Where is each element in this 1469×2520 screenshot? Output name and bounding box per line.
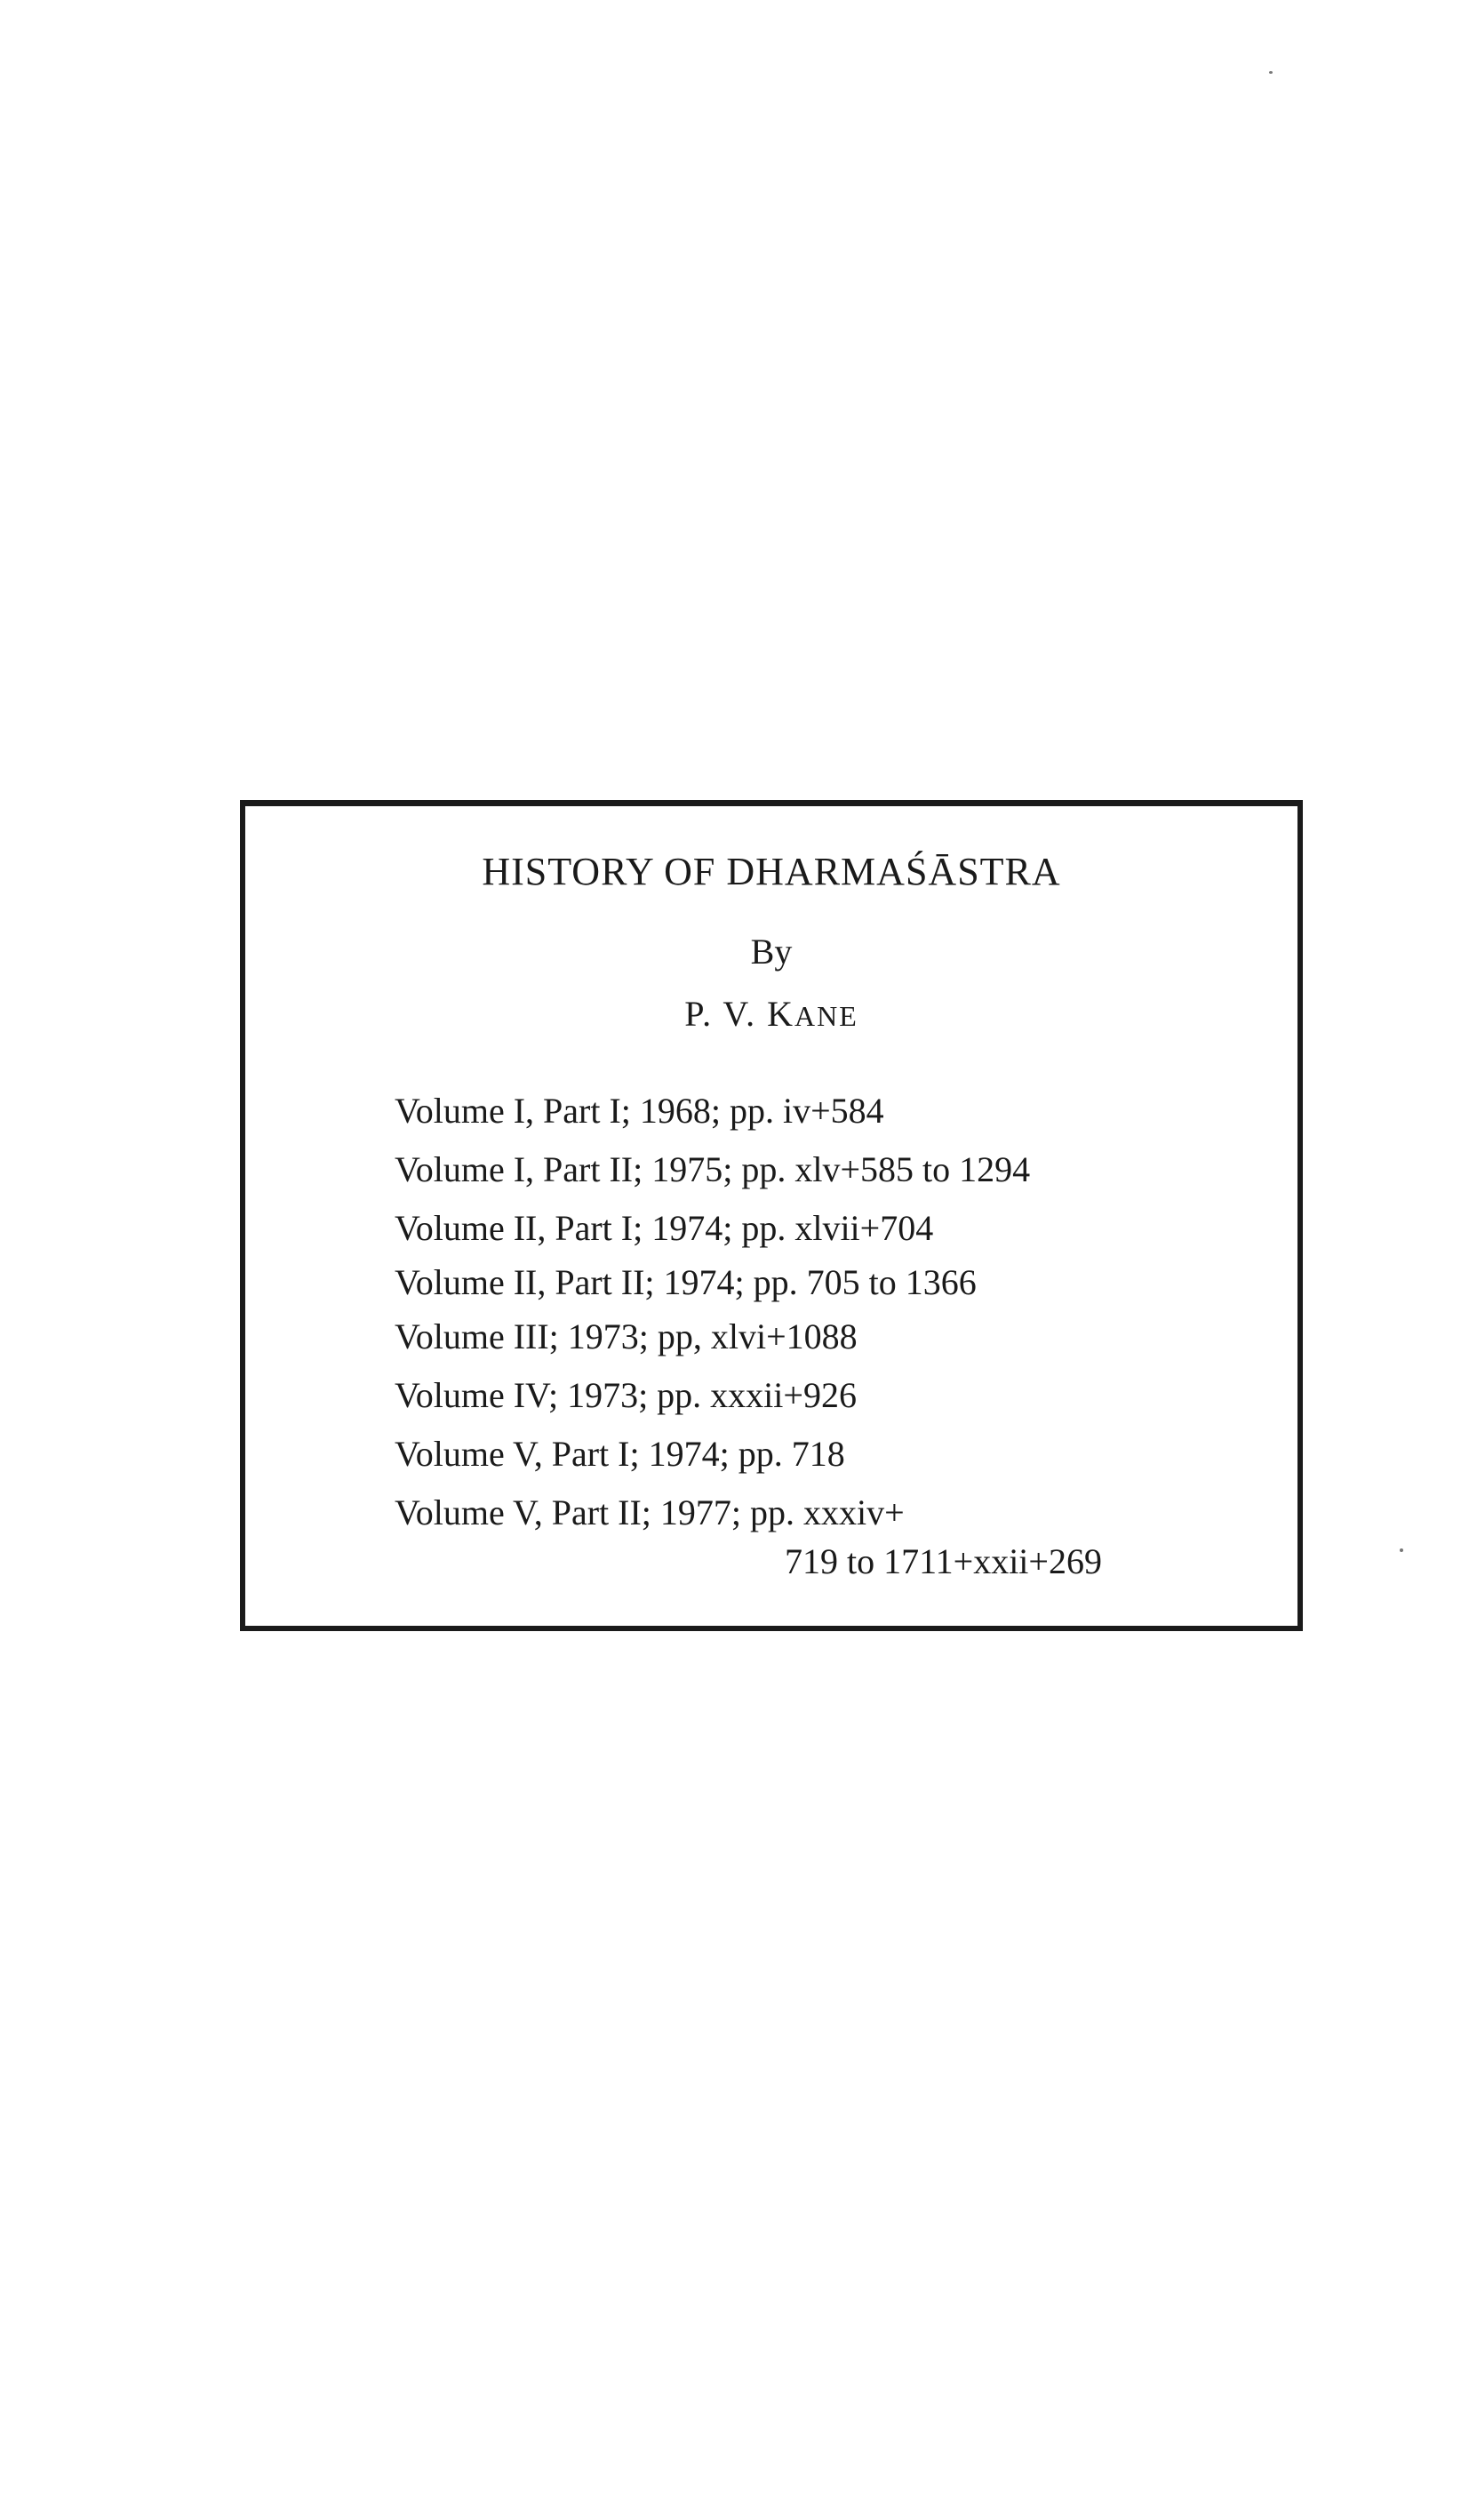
scan-speck — [1400, 1548, 1403, 1552]
book-title: HISTORY OF DHARMAŚĀSTRA — [482, 850, 1061, 893]
volume-entry: Volume IV; 1973; pp. xxxii+926 — [395, 1375, 857, 1415]
volume-entry: Volume V, Part II; 1977; pp. xxxiv+ — [395, 1492, 905, 1532]
volume-entry: Volume III; 1973; pp, xlvi+1088 — [395, 1316, 858, 1356]
title-box — [240, 800, 1303, 1631]
scan-speck — [1269, 71, 1273, 74]
by-line: By — [750, 932, 793, 972]
volume-entry: Volume I, Part II; 1975; pp. xlv+585 to 1294 — [395, 1149, 1031, 1189]
author-initials: P. V. K — [684, 994, 794, 1034]
volume-entry: Volume I, Part I; 1968; pp. iv+584 — [395, 1091, 884, 1131]
volume-entry: Volume II, Part I; 1974; pp. xlvii+704 — [395, 1208, 934, 1248]
volume-entry: Volume V, Part I; 1974; pp. 718 — [395, 1434, 845, 1474]
volume-list — [395, 1082, 1030, 1542]
volume-entry: Volume II, Part II; 1974; pp. 705 to 1366 — [395, 1262, 977, 1302]
author-surname-rest: ANE — [794, 1000, 858, 1032]
author-name — [245, 993, 1297, 1035]
volume-entry-continuation: 719 to 1711+xxii+269 — [785, 1541, 1102, 1581]
